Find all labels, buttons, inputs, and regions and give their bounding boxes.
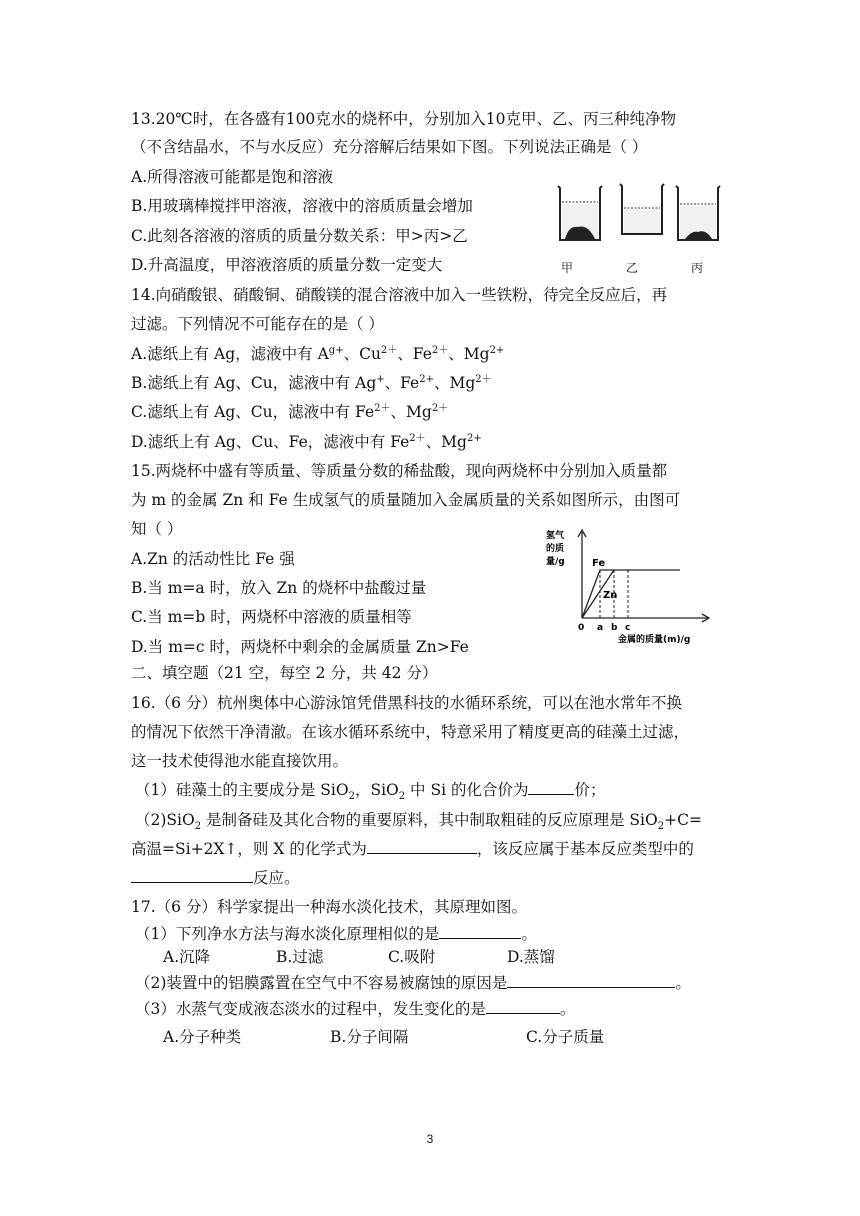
q14-stem-line2: 过滤。下列情况不可能存在的是（ ） [131, 315, 384, 333]
q16-line2: 的情况下依然干净清澈。在该水循环系统中，特意采用了精度更高的硅藻土过滤， [131, 723, 690, 741]
q16-part2-line1: （2)SiO$_2$ 是制备硅及其化合物的重要原料，其中制取粗硅的反应原理是 SiO$_2$+C= [135, 811, 702, 833]
q15-option-a: A.Zn 的活动性比 Fe 强 [131, 550, 295, 568]
beaker-jia [558, 186, 602, 240]
q17-opt1-c: C.吸附 [388, 948, 436, 966]
q17-blank-2[interactable] [507, 972, 675, 988]
q17-opt3-c: C.分子质量 [526, 1028, 605, 1046]
q16-blank-reaction-type[interactable] [131, 867, 253, 883]
q17-opt3-a: A.分子种类 [163, 1028, 242, 1046]
q17-part1: （1）下列净水方法与海水淡化原理相似的是 。 [135, 925, 537, 943]
q13-stem-line2: （不含结晶水，不与水反应）充分溶解后结果如下图。下列说法正确是（ ） [131, 138, 648, 156]
q17-opt1-a: A.沉降 [163, 948, 211, 966]
series-zn-label: Zn [603, 590, 618, 601]
q13-option-b: B.用玻璃棒搅拌甲溶液，溶液中的溶质质量会增加 [131, 197, 473, 215]
q15-option-b: B.当 m=a 时，放入 Zn 的烧杯中盐酸过量 [131, 579, 427, 597]
q14-option-d: D.滤纸上有 Ag、Cu、Fe，滤液中有 $Fe^{2+}$、$Mg^{2+}$ [131, 432, 482, 451]
q16-blank-formula[interactable] [367, 838, 477, 854]
q13-option-a: A.所得溶液可能都是饱和溶液 [131, 168, 334, 186]
q15-stem-line2: 为 m 的金属 Zn 和 Fe 生成氢气的质量随加入金属质量的关系如图所示，由图可 [131, 491, 681, 509]
q16-line3: 这一技术使得池水能直接饮用。 [131, 752, 349, 770]
q14-option-b: B.滤纸上有 Ag、Cu，滤液中有 Ag+、$Fe^{2+}$、$Mg^{2+}$ [131, 373, 492, 392]
q17-line1: 17.（6 分）科学家提出一种海水淡化技术，其原理如图。 [131, 898, 527, 916]
q13-stem-line1: 13.20℃时，在各盛有100克水的烧杯中，分别加入10克甲、乙、丙三种纯净物 [131, 110, 677, 128]
q14-stem-line1: 14.向硝酸银、硝酸铜、硝酸镁的混合溶液中加入一些铁粉，待完全反应后，再 [131, 286, 668, 304]
q14-option-a: A.滤纸上有 Ag，滤液中有 $A^{g+}$、$Cu^{2+}$、$Fe^{2+}$、$Mg^{2+}$ [131, 344, 505, 363]
hydrogen-chart-svg [540, 526, 715, 651]
q13-option-c: C.此刻各溶液的溶质的质量分数关系：甲>丙>乙 [131, 227, 468, 245]
q15-stem-line3: 知（ ） [131, 520, 183, 538]
q16-line1: 16.（6 分）杭州奥体中心游泳馆凭借黑科技的水循环系统，可以在池水常年不换 [131, 694, 682, 712]
q17-opt1-d: D.蒸馏 [507, 948, 555, 966]
chart-xlabel: 金属的质量(m)/g [618, 635, 691, 645]
q17-part2: （2)装置中的铝膜露置在空气中不容易被腐蚀的原因是 。 [135, 974, 691, 992]
q17-part3: （3）水蒸气变成液态淡水的过程中，发生变化的是 。 [135, 1000, 576, 1018]
q17-opt1-b: B.过滤 [276, 948, 324, 966]
section-title-fill-blank: 二、填空题（21 空，每空 2 分，共 42 分） [131, 664, 438, 682]
q16-part1: （1）硅藻土的主要成分是 SiO$_2$，SiO$_2$ 中 Si 的化合价为 价； [135, 781, 606, 803]
q16-part2-line3: 反应。 [131, 867, 300, 889]
chart-origin: 0 [578, 623, 585, 633]
q17-blank-1[interactable] [439, 923, 521, 939]
q15-option-c: C.当 m=b 时，两烧杯中溶液的质量相等 [131, 608, 412, 626]
q17-opt3-b: B.分子间隔 [330, 1028, 409, 1046]
tick-a: a [597, 623, 604, 633]
q15-stem-line1: 15.两烧杯中盛有等质量、等质量分数的稀盐酸，现向两烧杯中分别加入质量都 [131, 462, 668, 480]
tick-c: c [625, 623, 631, 633]
series-fe-label: Fe [592, 558, 606, 569]
q14-option-c: C.滤纸上有 Ag、Cu，滤液中有 $Fe^{2+}$、$Mg^{2+}$ [131, 402, 449, 421]
series-fe-line [582, 570, 680, 618]
beaker-label-jia: 甲 [561, 261, 574, 275]
beaker-bing [676, 186, 720, 240]
q16-part2-line2: 高温=Si+2X↑，则 X 的化学式为 ，该反应属于基本反应类型中的 [131, 840, 694, 858]
q15-option-d: D.当 m=c 时，两烧杯中剩余的金属质量 Zn>Fe [131, 638, 469, 656]
hydrogen-chart [540, 526, 715, 651]
beakers-figure [552, 180, 730, 280]
q16-blank-valence[interactable] [528, 779, 574, 795]
tick-b: b [611, 623, 618, 633]
q13-option-d: D.升高温度，甲溶液溶质的质量分数一定变大 [131, 256, 443, 274]
chart-ylabel-1: 氢气 [546, 531, 565, 541]
chart-ylabel-3: 量/g [546, 557, 565, 567]
page-number: 3 [426, 1132, 434, 1146]
beaker-label-bing: 丙 [691, 261, 704, 275]
q17-blank-3[interactable] [486, 998, 560, 1014]
chart-ylabel-2: 的质 [546, 544, 565, 554]
beakers-svg [552, 180, 730, 280]
beaker-label-yi: 乙 [626, 261, 639, 275]
beaker-yi [620, 184, 664, 234]
